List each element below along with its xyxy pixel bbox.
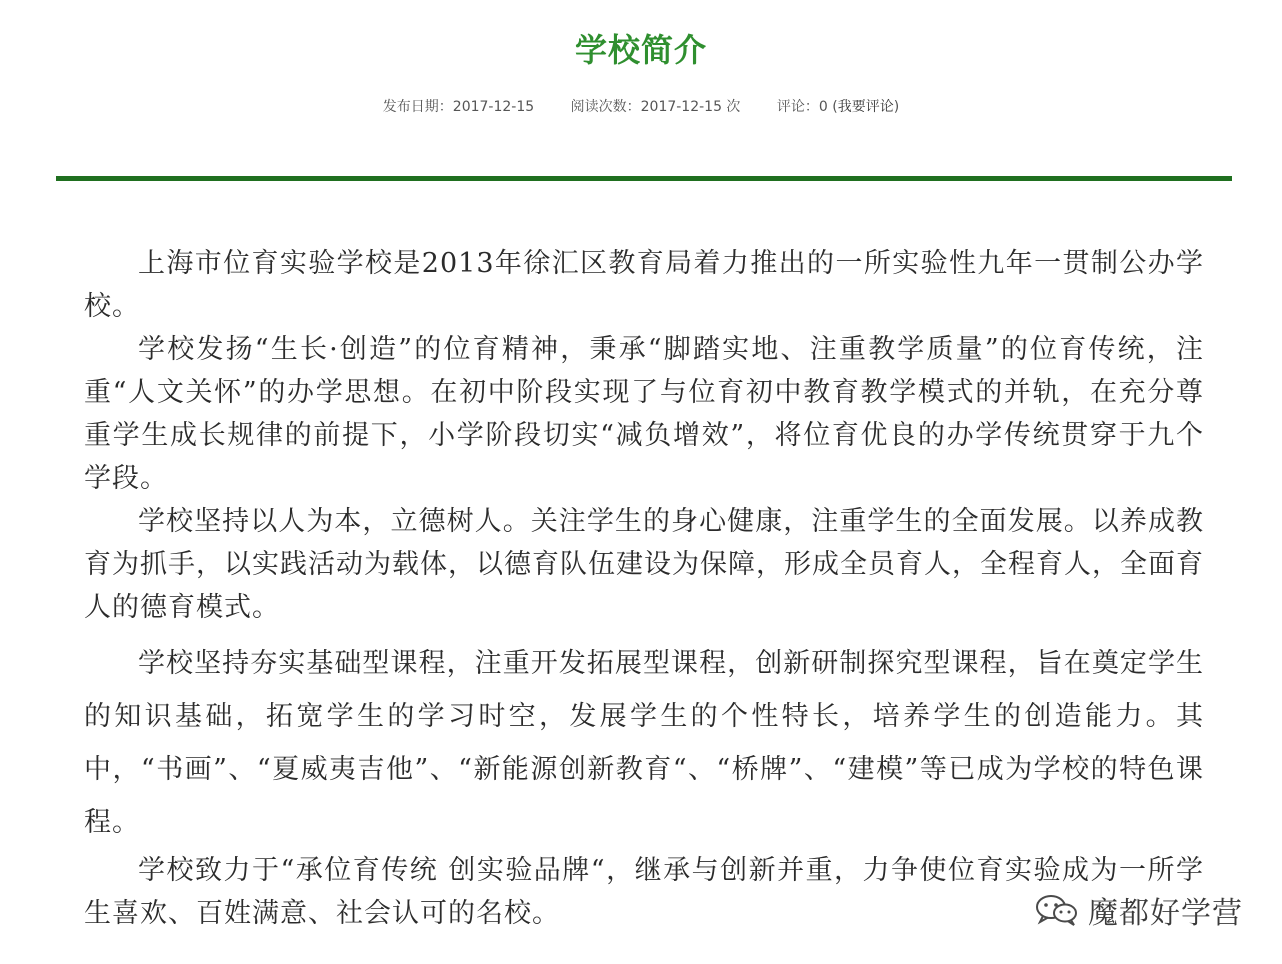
- comment-close: ): [893, 99, 900, 115]
- wechat-icon: [1034, 893, 1080, 927]
- paragraph-spirit: 学校发扬“生长·创造”的位育精神，秉承“脚踏实地、注重教学质量”的位育传统，注重“人文关怀”的办学思想。在初中阶段实现了与位育初中教育教学模式的并轨，在充分尊重学生成长规律的前提下，小学阶段切实“减负增效”，将位育优良的办学传统贯穿于九个学段。: [84, 334, 1204, 494]
- comment-info: [777, 96, 899, 118]
- title-divider: [56, 176, 1232, 181]
- comment-count: 评论：0 (: [776, 99, 838, 115]
- wechat-watermark: [1028, 888, 1249, 932]
- watermark-text: 魔都好学营: [1088, 896, 1243, 931]
- article-title: 学校简介: [574, 31, 707, 69]
- paragraph-goal: 学校致力于“承位育传统 创实验品牌“，继承与创新并重，力争使位育实验成为一所学生喜欢、百姓满意、社会认可的名校。: [84, 855, 1204, 929]
- article-meta: [0, 96, 1282, 118]
- article-body: [84, 242, 1204, 935]
- write-comment-link[interactable]: 我要评论: [837, 99, 894, 115]
- paragraph-curriculum: 学校坚持夯实基础型课程，注重开发拓展型课程，创新研制探究型课程，旨在奠定学生的知识基础，拓宽学生的学习时空，发展学生的个性特长，培养学生的创造能力。其中，“书画”、“夏威夷吉他”、“新能源创新教育“、“桥牌”、“建模”等已成为学校的特色课程。: [84, 648, 1204, 838]
- paragraph-intro: 上海市位育实验学校是2013年徐汇区教育局着力推出的一所实验性九年一贯制公办学校。: [84, 248, 1204, 322]
- read-count: 阅读次数：2017-12-15 次: [570, 99, 741, 115]
- publish-date: 发布日期：2017-12-15: [382, 99, 535, 115]
- paragraph-moral-education: 学校坚持以人为本，立德树人。关注学生的身心健康，注重学生的全面发展。以养成教育为抓手，以实践活动为载体，以德育队伍建设为保障，形成全员育人，全程育人，全面育人的德育模式。: [84, 506, 1204, 623]
